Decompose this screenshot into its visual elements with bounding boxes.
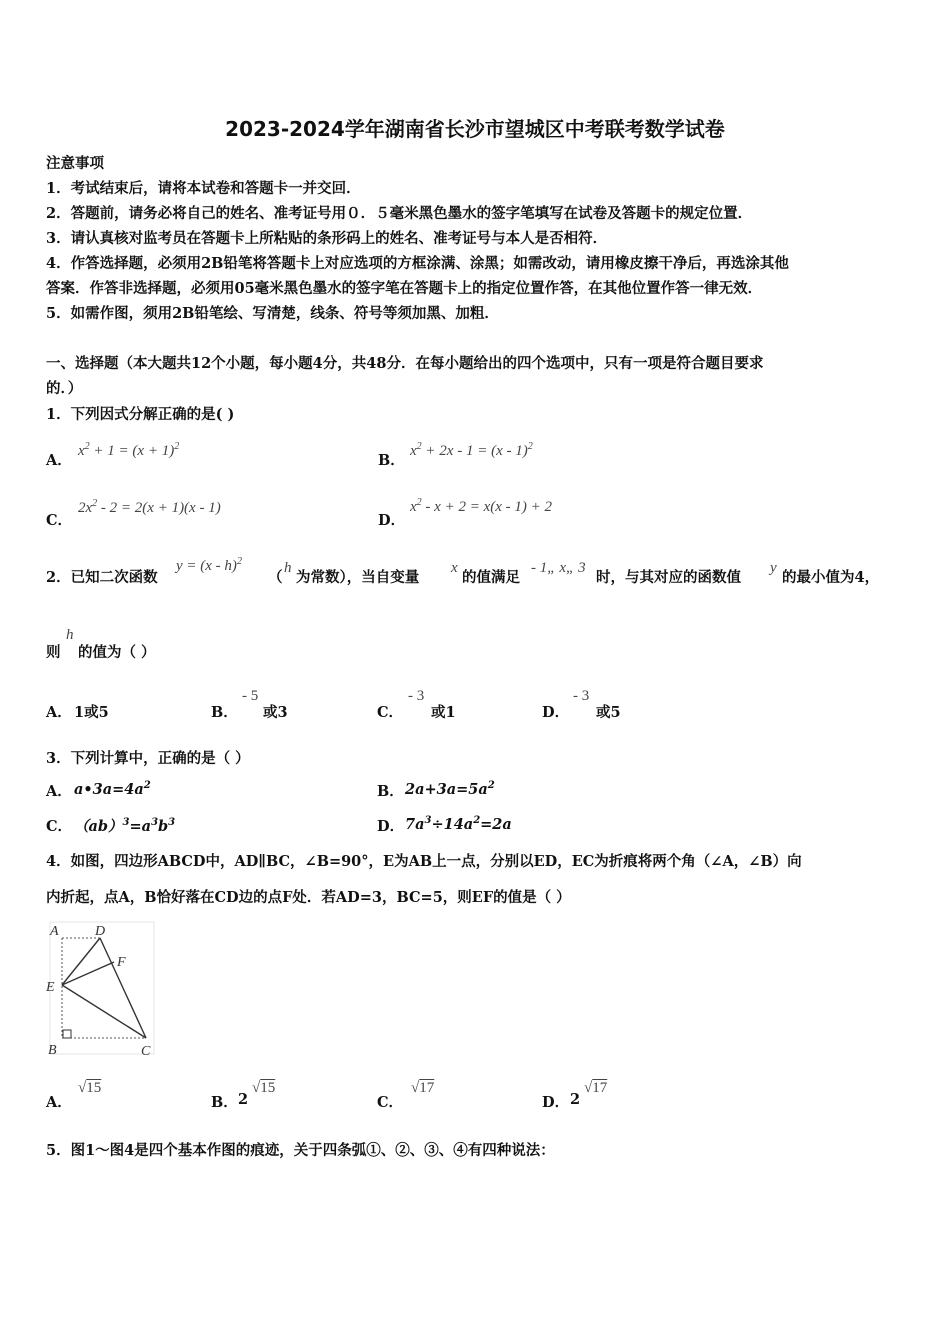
notice-item: 1．考试结束后，请将本试卷和答题卡一并交回． bbox=[46, 180, 361, 197]
label-b: B bbox=[48, 1043, 57, 1058]
q3-option-d-formula: $7a^3\div 14a^2=2a$ bbox=[405, 815, 512, 833]
q4-stem-line2: 内折起，点A，B恰好落在CD边的点F处．若AD=3，BC=5，则EF的值是（ ） bbox=[46, 889, 571, 906]
segment-ef bbox=[62, 962, 114, 985]
q3-option-c-formula: $(ab)^3=a^3b^3$ bbox=[74, 817, 176, 835]
q1-option-c-label: C． bbox=[46, 512, 73, 529]
q2-option-d-value: 或5 bbox=[596, 704, 621, 721]
q3-option-b-formula: $2a+3a=5a^2$ bbox=[405, 780, 495, 798]
q2-x-symbol: x bbox=[451, 560, 458, 576]
section-heading: 一、选择题（本大题共12个小题，每小题4分，共48分．在每小题给出的四个选项中，只有一项是符合题目要求 bbox=[46, 355, 764, 372]
q2-stem-cond2: 时，与其对应的函数值 bbox=[596, 569, 741, 586]
q3-option-b-label: B． bbox=[377, 783, 404, 800]
section-heading-cont: 的．） bbox=[46, 380, 83, 397]
q2-h-symbol-2: h bbox=[66, 627, 74, 643]
q2-option-d-label: D． bbox=[542, 704, 570, 721]
notice-item: 4．作答选择题，必须用2B铅笔将答题卡上对应选项的方框涂满、涂黑；如需改动，请用橡皮擦干净后，再选涂其他 bbox=[46, 255, 789, 272]
q2-stem-start: 2．已知二次函数 bbox=[46, 569, 158, 586]
sqrt-icon: √ bbox=[584, 1080, 593, 1096]
q4-option-b-value: √15 bbox=[252, 1080, 276, 1096]
q4-stem-line1: 4．如图，四边形ABCD中，AD∥BC，∠B=90°，E为AB上一点，分别以ED，EC为折痕将两个角（∠A，∠B）向 bbox=[46, 853, 802, 870]
q4-option-a-label: A． bbox=[46, 1094, 72, 1111]
q5-stem: 5．图1～图4是四个基本作图的痕迹，关于四条弧①、②、③、④有四种说法： bbox=[46, 1142, 555, 1159]
q4-option-d-label: D． bbox=[542, 1094, 570, 1111]
q1-option-a-label: A． bbox=[46, 452, 72, 469]
q4-option-d-coef: 2 bbox=[570, 1091, 581, 1108]
notice-item: 3．请认真核对监考员在答题卡上所粘贴的条形码上的姓名、准考证号与本人是否相符． bbox=[46, 230, 608, 247]
q2-option-c-value: 或1 bbox=[431, 704, 456, 721]
sqrt-icon: √ bbox=[78, 1080, 87, 1096]
q2-option-b-label: B． bbox=[211, 704, 238, 721]
label-e: E bbox=[46, 980, 55, 995]
notice-item: 5．如需作图，须用2B铅笔绘、写清楚，线条、符号等须加黑、加粗． bbox=[46, 305, 499, 322]
q4-option-a-value: √15 bbox=[78, 1080, 102, 1096]
q1-option-d-formula: $x^2 - x + 2 = x(x - 1) + 2$ bbox=[410, 497, 552, 515]
segment-ed bbox=[62, 938, 100, 985]
q3-stem: 3．下列计算中，正确的是（ ） bbox=[46, 750, 250, 767]
notice-heading: 注意事项 bbox=[46, 155, 104, 172]
q1-option-b-formula: $x^2 + 2x - 1 = (x - 1)^2$ bbox=[410, 441, 533, 459]
q3-option-d-label: D． bbox=[377, 818, 405, 835]
q1-option-d-label: D． bbox=[378, 512, 406, 529]
q2-range-formula: - 1„ x„ 3 bbox=[531, 560, 586, 576]
q1-option-a-formula: $x^2 + 1 = (x + 1)^2$ bbox=[78, 441, 180, 459]
q1-option-b-label: B． bbox=[378, 452, 405, 469]
q4-option-d-value: √17 bbox=[584, 1080, 608, 1096]
notice-item: 2．答题前，请务必将自己的姓名、准考证号用０．５毫米黑色墨水的签字笔填写在试卷及答题卡的规定位置． bbox=[46, 205, 753, 222]
q2-option-c-number: - 3 bbox=[408, 688, 425, 704]
q2-option-a-label: A． bbox=[46, 704, 72, 721]
notice-item: 答案．作答非选择题，必须用05毫米黑色墨水的签字笔在答题卡上的指定位置作答，在其他位置作答一律无效． bbox=[46, 280, 763, 297]
q2-paren: （ bbox=[268, 569, 283, 586]
q2-line2-start: 则 bbox=[46, 644, 61, 661]
q2-stem-end: 的最小值为4， bbox=[782, 569, 880, 586]
q2-h-symbol: h bbox=[284, 560, 292, 576]
label-f: F bbox=[117, 955, 126, 970]
q2-option-c-label: C． bbox=[377, 704, 404, 721]
q4-option-b-coef: 2 bbox=[238, 1091, 249, 1108]
q2-line2-end: 的值为（ ） bbox=[78, 644, 156, 661]
q2-y-symbol: y bbox=[770, 560, 777, 576]
q4-figure bbox=[40, 918, 160, 1063]
q2-stem-cond: 的值满足 bbox=[462, 569, 520, 586]
sqrt-icon: √ bbox=[411, 1080, 420, 1096]
q4-option-c-label: C． bbox=[377, 1094, 404, 1111]
q2-option-b-number: - 5 bbox=[242, 688, 259, 704]
sqrt-icon: √ bbox=[252, 1080, 261, 1096]
q2-option-d-number: - 3 bbox=[573, 688, 590, 704]
q2-stem-mid: 为常数），当自变量 bbox=[296, 569, 420, 586]
q2-option-a-value: 1或5 bbox=[74, 704, 109, 721]
q3-option-c-label: C． bbox=[46, 818, 73, 835]
q1-stem: 1．下列因式分解正确的是( ) bbox=[46, 406, 235, 423]
q2-option-b-value: 或3 bbox=[263, 704, 288, 721]
label-a: A bbox=[50, 924, 59, 939]
right-angle-mark bbox=[63, 1030, 71, 1038]
label-c: C bbox=[141, 1044, 151, 1059]
page-title: 2023-2024学年湖南省长沙市望城区中考联考数学试卷 bbox=[225, 117, 725, 141]
label-d: D bbox=[95, 924, 106, 939]
q3-option-a-formula: $a•3a=4a^2$ bbox=[74, 780, 151, 798]
q3-option-a-label: A． bbox=[46, 783, 72, 800]
q4-option-c-value: √17 bbox=[411, 1080, 435, 1096]
q2-function-formula: y = (x - h)$^2$ bbox=[176, 556, 242, 574]
q4-option-b-label: B． bbox=[211, 1094, 238, 1111]
q1-option-c-formula: $2x^2 - 2 = 2(x + 1)(x - 1)$ bbox=[78, 498, 221, 516]
